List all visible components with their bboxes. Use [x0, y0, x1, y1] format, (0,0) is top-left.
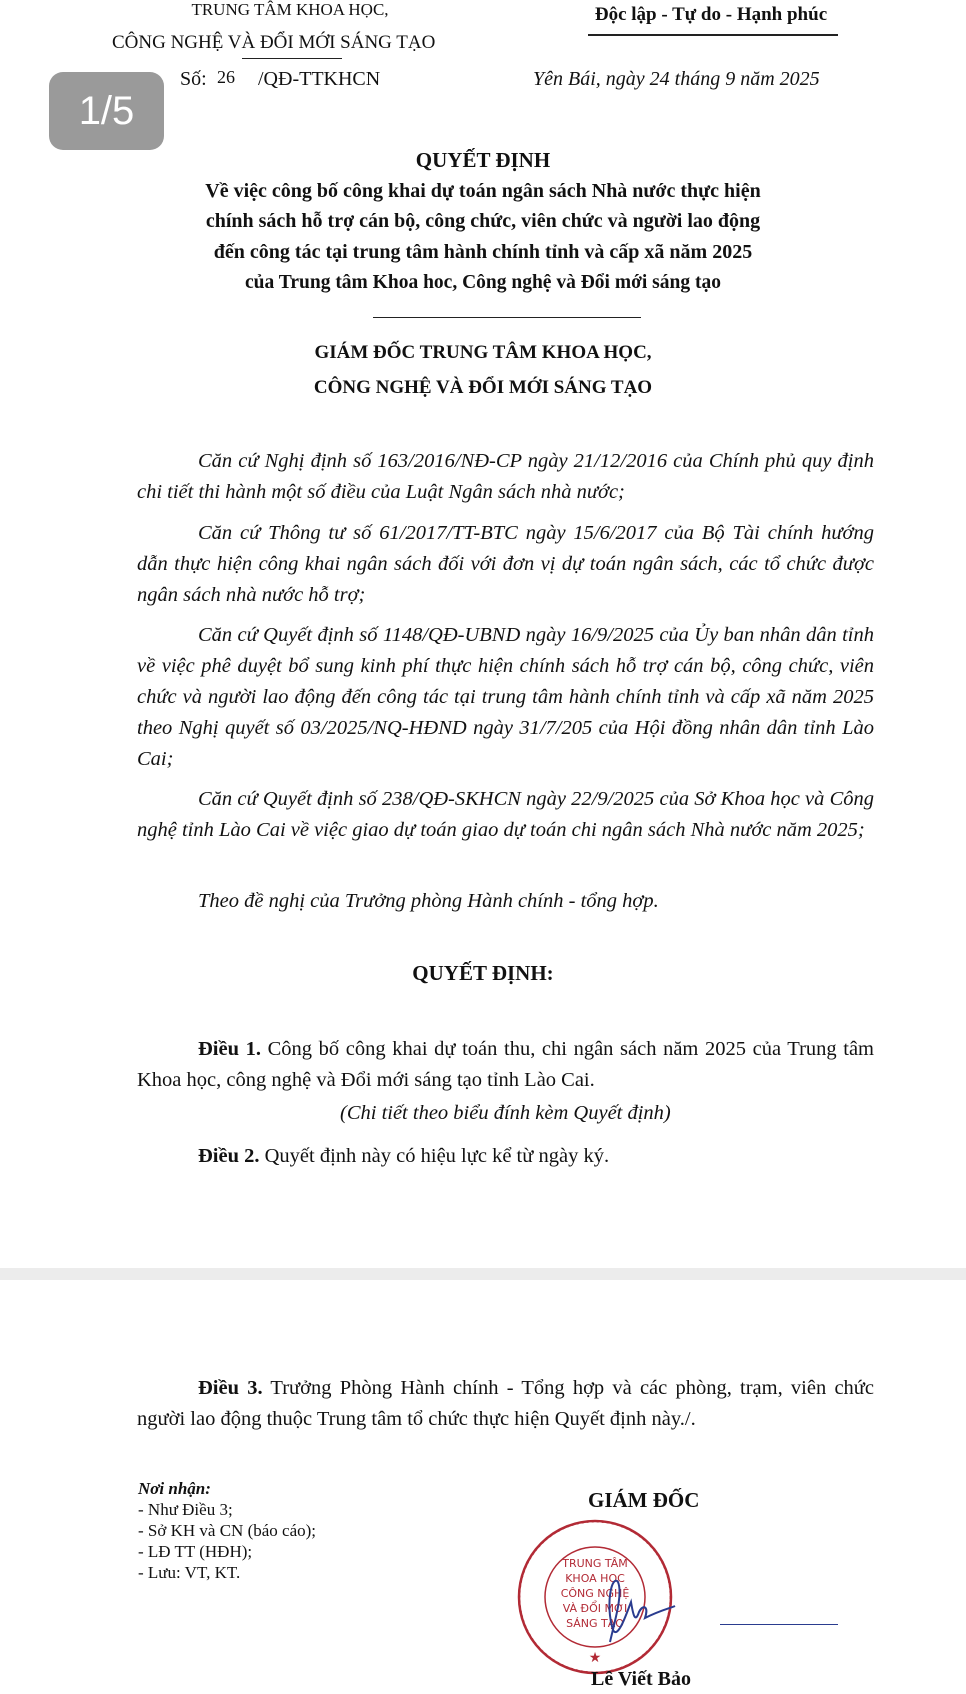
- page-separator: [0, 1268, 966, 1280]
- document-number-label: Số:: [180, 68, 207, 90]
- article-2: Điều 2. Quyết định này có hiệu lực kể từ ngày ký.: [198, 1145, 610, 1167]
- legal-basis: Căn cứ Quyết định số 1148/QĐ-UBND ngày 16/9/2025 của Ủy ban nhân dân tỉnh về việc phê duyệt bổ sung kinh phí thực hiện chính sách hỗ trợ cán bộ, công chức, viên chức và người lao động đến công tác tại trung tâm hành chính tỉnh và cấp xã năm 2025 theo Nghị quyết số 03/2025/NQ-HĐND ngày 31/7/205 của Hội đồng nhân dân tỉnh Lào Cai;: [137, 624, 874, 770]
- article-3: Điều 3. Trưởng Phòng Hành chính - Tổng hợp và các phòng, trạm, viên chức người lao động thuộc Trung tâm tổ chức thực hiện Quyết định này./.: [137, 1377, 874, 1430]
- seal-center-line: TRUNG TÂM: [562, 1557, 628, 1570]
- seal-center-line: KHOA HỌC: [565, 1572, 625, 1585]
- motto-underline: [588, 34, 838, 36]
- org-name-line1: TRUNG TÂM KHOA HỌC,: [191, 0, 389, 19]
- recipient-item: - Sở KH và CN (báo cáo);: [138, 1521, 317, 1540]
- org-name-line2: CÔNG NGHỆ VÀ ĐỔI MỚI SÁNG TẠO: [112, 32, 436, 53]
- document-number-suffix: /QĐ-TTKHCN: [258, 68, 381, 90]
- signer-name: Lê Viết Bảo: [591, 1668, 691, 1690]
- legal-basis: Căn cứ Thông tư số 61/2017/TT-BTC ngày 15/6/2017 của Bộ Tài chính hướng dẫn thực hiện công khai ngân sách đối với đơn vị dự toán ngân sách, các tổ chức được ngân sách nhà nước hỗ trợ;: [137, 522, 874, 606]
- authority-line1: GIÁM ĐỐC TRUNG TÂM KHOA HỌC,: [314, 342, 652, 363]
- signer-role: GIÁM ĐỐC: [588, 1488, 700, 1512]
- recipient-item: - Như Điều 3;: [138, 1500, 233, 1519]
- recipient-item: - LĐ TT (HĐH);: [138, 1542, 253, 1561]
- subject-line: của Trung tâm Khoa hoc, Công nghệ và Đổi mới sáng tạo: [245, 272, 721, 293]
- recipients-heading: Nơi nhận:: [138, 1479, 211, 1498]
- seal-center-line: VÀ ĐỔI MỚI: [562, 1602, 628, 1615]
- page-counter-badge: 1/5: [49, 72, 164, 150]
- subject-line: đến công tác tại trung tâm hành chính tỉnh và cấp xã năm 2025: [213, 241, 753, 263]
- proposal-line: Theo đề nghị của Trưởng phòng Hành chính - tổng hợp.: [198, 890, 659, 912]
- recipients-block: [138, 1478, 316, 1583]
- subject-line: Về việc công bố công khai dự toán ngân sách Nhà nước thực hiện: [205, 180, 761, 202]
- subject-line: chính sách hỗ trợ cán bộ, công chức, viên chức và người lao động: [205, 210, 761, 232]
- seal-center-line: SÁNG TẠO: [566, 1617, 624, 1630]
- decision-heading: QUYẾT ĐỊNH:: [412, 961, 554, 985]
- legal-basis: Căn cứ Quyết định số 238/QĐ-SKHCN ngày 22/9/2025 của Sở Khoa học và Công nghệ tỉnh Lào Cai về việc giao dự toán giao dự toán chi ngân sách Nhà nước năm 2025;: [137, 788, 874, 841]
- article-1-note: (Chi tiết theo biểu đính kèm Quyết định): [340, 1102, 671, 1124]
- motto: Độc lập - Tự do - Hạnh phúc: [594, 4, 828, 25]
- seal-center-line: CÔNG NGHỆ: [560, 1587, 630, 1600]
- official-seal-icon: [515, 1512, 675, 1682]
- recipient-item: - Lưu: VT, KT.: [138, 1563, 241, 1582]
- place-date: Yên Bái, ngày 24 tháng 9 năm 2025: [533, 68, 820, 90]
- subject-separator: [373, 317, 641, 318]
- document-number-value: 26: [217, 67, 235, 87]
- svg-text:★: ★: [588, 1650, 602, 1666]
- org-underline: [242, 58, 342, 59]
- authority-line2: CÔNG NGHỆ VÀ ĐỔI MỚI SÁNG TẠO: [313, 377, 653, 398]
- document-title: QUYẾT ĐỊNH: [415, 148, 551, 172]
- signature-stroke: [720, 1624, 838, 1625]
- article-1: Điều 1. Công bố công khai dự toán thu, chi ngân sách năm 2025 của Trung tâm Khoa học, công nghệ và Đổi mới sáng tạo tỉnh Lào Cai.: [137, 1038, 875, 1091]
- legal-basis: Căn cứ Nghị định số 163/2016/NĐ-CP ngày 21/12/2016 của Chính phủ quy định chi tiết thi hành một số điều của Luật Ngân sách nhà nước;: [137, 450, 874, 503]
